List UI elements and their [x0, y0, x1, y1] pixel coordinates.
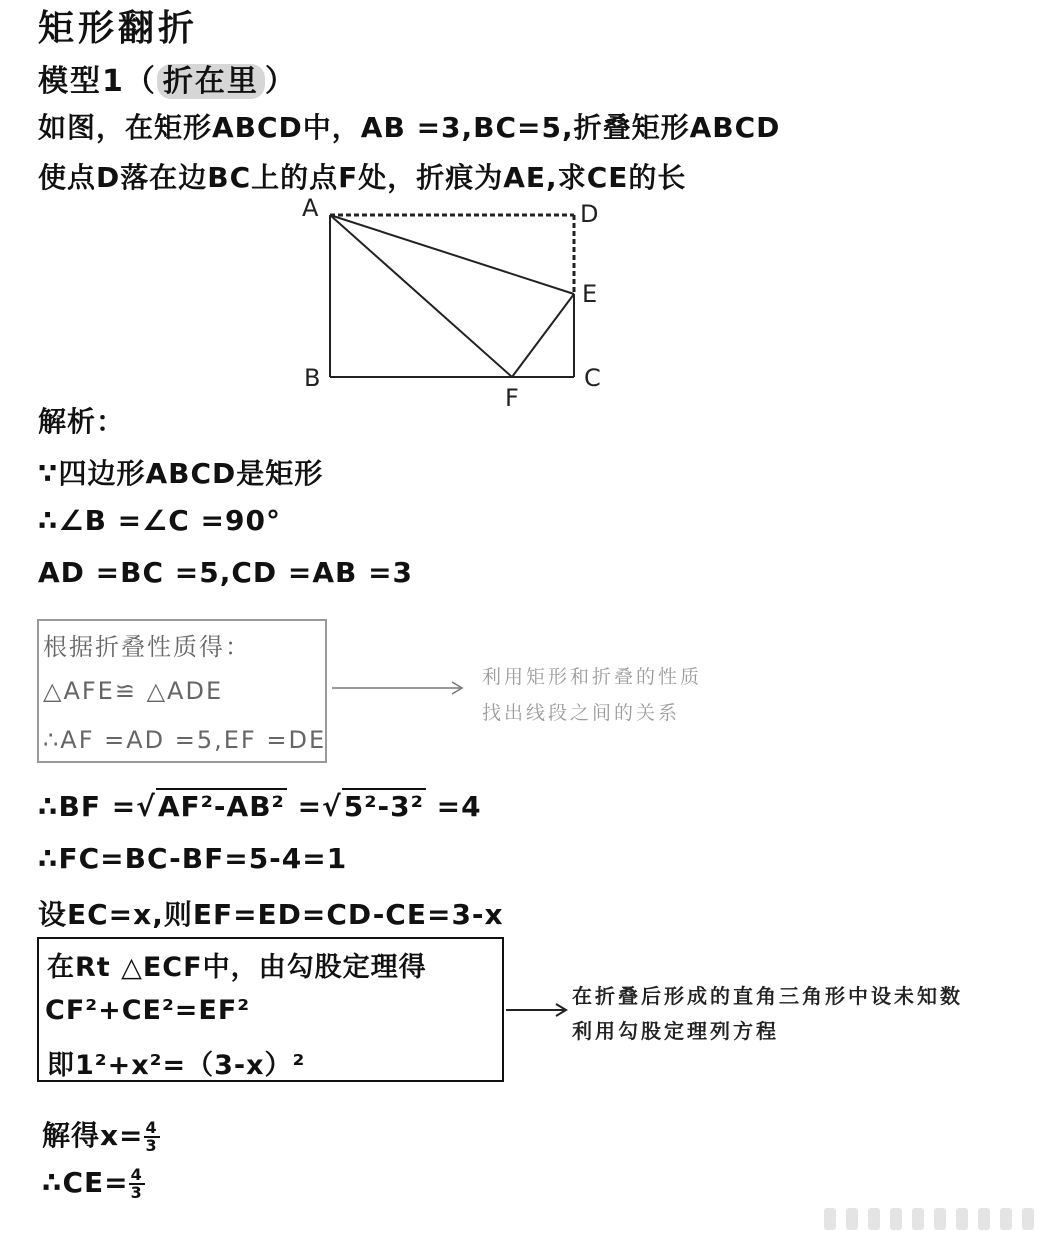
- problem-line-1: 如图，在矩形ABCD中，AB =3,BC=5,折叠矩形ABCD: [38, 111, 781, 144]
- bar-icon: [868, 1208, 880, 1230]
- note1-line-1: 利用矩形和折叠的性质: [482, 666, 703, 688]
- bf-mid: =: [286, 790, 323, 823]
- model-suffix: ）: [264, 64, 297, 99]
- bar-icon: [978, 1208, 990, 1230]
- fraction-numerator: 4: [145, 1118, 158, 1137]
- fraction-denominator: 3: [145, 1136, 158, 1155]
- label-C: C: [584, 364, 601, 392]
- segment-FE: [512, 294, 574, 377]
- problem-line-2: 使点D落在边BC上的点F处，折痕为AE,求CE的长: [38, 161, 687, 194]
- bar-icon: [1000, 1208, 1012, 1230]
- note2-line-2: 利用勾股定理列方程: [572, 1019, 779, 1043]
- box2-line-1: 在Rt △ECF中，由勾股定理得: [47, 952, 427, 983]
- bar-icon: [956, 1208, 968, 1230]
- fraction: [144, 1120, 160, 1154]
- ce-result: [42, 1166, 145, 1201]
- bar-icon: [846, 1208, 858, 1230]
- solve-prefix: 解得x=: [42, 1119, 144, 1152]
- fc-calculation: ∴FC=BC-BF=5-4=1: [38, 842, 348, 875]
- note1-line-2: 找出线段之间的关系: [482, 702, 681, 724]
- bf-prefix: ∴BF =: [38, 790, 137, 823]
- bar-icon: [824, 1208, 836, 1230]
- bf-radicand-1: AF²-AB²: [157, 790, 285, 823]
- solution-heading: 解析：: [38, 405, 126, 438]
- note2-line-1: 在折叠后形成的直角三角形中设未知数: [572, 984, 963, 1008]
- label-A: A: [302, 194, 319, 222]
- set-variable: 设EC=x,则EF=ED=CD-CE=3-x: [38, 898, 504, 931]
- fraction-numerator: 4: [130, 1165, 143, 1184]
- box1-line-2: △AFE≌ △ADE: [43, 677, 224, 705]
- fraction-denominator: 3: [130, 1183, 143, 1202]
- box2-line-3: 即1²+x²=（3-x）²: [47, 1050, 306, 1081]
- box1-line-1: 根据折叠性质得：: [43, 633, 251, 661]
- solution-step-1: ∵四边形ABCD是矩形: [38, 457, 324, 490]
- sqrt-icon: √: [136, 790, 156, 823]
- ce-prefix: ∴CE=: [42, 1166, 129, 1199]
- box1-line-3: ∴AF =AD =5,EF =DE: [43, 726, 327, 754]
- bar-icon: [890, 1208, 902, 1230]
- bf-radicand-2: 5²-3²: [343, 790, 424, 823]
- arrow-right-icon: [504, 1000, 570, 1020]
- label-B: B: [304, 364, 321, 392]
- fraction: [129, 1167, 145, 1201]
- rectangle-fold-diagram: [290, 190, 620, 410]
- pythagorean-box: [37, 937, 504, 1082]
- label-F: F: [505, 384, 519, 410]
- solution-step-3: AD =BC =5,CD =AB =3: [38, 556, 414, 589]
- label-D: D: [580, 200, 599, 228]
- model-prefix: 模型1（: [38, 64, 157, 99]
- page-title: 矩形翻折: [38, 8, 199, 49]
- solution-step-2: ∴∠B =∠C =90°: [38, 504, 281, 537]
- bf-end: =4: [425, 790, 482, 823]
- model-highlight: 折在里: [157, 64, 265, 99]
- arrow-right-icon: [330, 678, 470, 698]
- sqrt-icon: √: [322, 790, 342, 823]
- bar-icon: [1022, 1208, 1034, 1230]
- segment-AF: [330, 215, 512, 377]
- bar-icon: [912, 1208, 924, 1230]
- decorative-bars: [824, 1208, 1034, 1230]
- bar-icon: [934, 1208, 946, 1230]
- folding-property-box: [37, 619, 327, 763]
- bf-calculation: [38, 790, 482, 823]
- box2-line-2: CF²+CE²=EF²: [45, 995, 251, 1026]
- solve-result: [42, 1114, 160, 1154]
- model-heading: [38, 56, 297, 100]
- fold-line-AE: [330, 215, 574, 294]
- label-E: E: [582, 280, 598, 308]
